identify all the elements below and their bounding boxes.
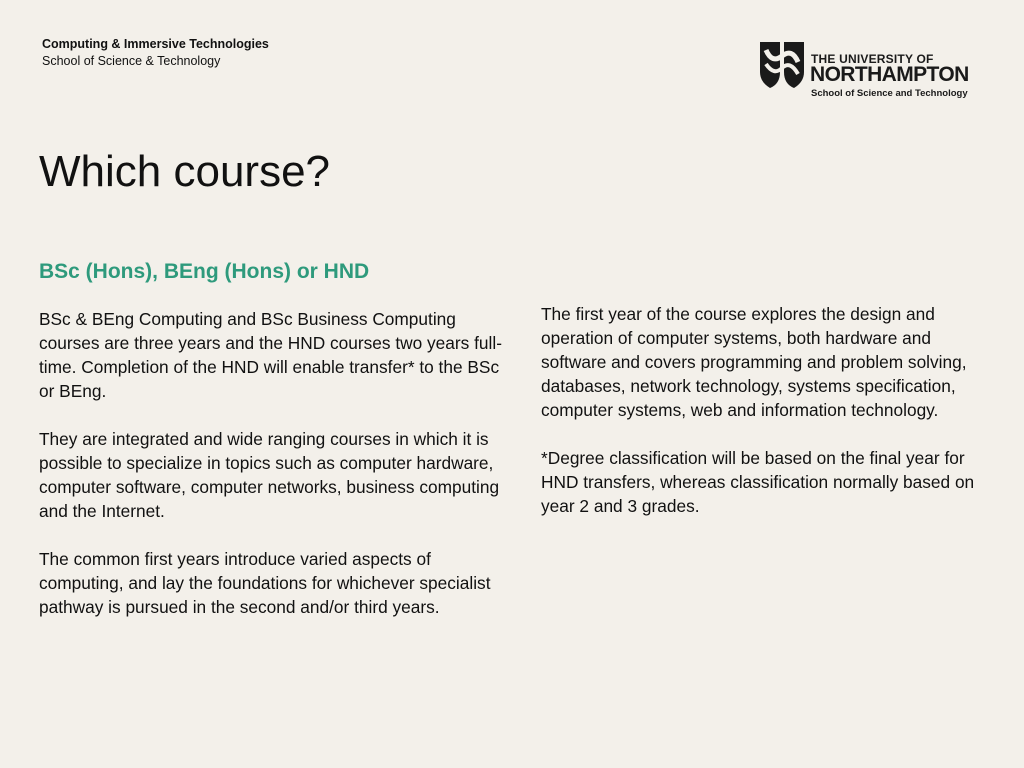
university-emblem-icon xyxy=(758,38,806,90)
right-column xyxy=(541,302,1001,542)
university-logo xyxy=(758,38,988,102)
logo-text-line2: NORTHAMPTON xyxy=(810,63,969,86)
paragraph-course-duration: BSc & BEng Computing and BSc Business Computing courses are three years and the HND courses two years full-time. Completion of the HND will enable transfer* to the BSc or BEng. xyxy=(39,309,502,401)
school-name: School of Science & Technology xyxy=(42,54,221,68)
paragraph-course-topics: They are integrated and wide ranging courses in which it is possible to specialize in topics such as computer hardware, computer software, computer networks, business computing and the Internet. xyxy=(39,429,500,521)
logo-text-line3: School of Science and Technology xyxy=(811,88,968,99)
paragraph-first-years: The common first years introduce varied aspects of computing, and lay the foundations for whichever specialist pathway is pursued in the second and/or third years. xyxy=(39,549,491,617)
department-header xyxy=(42,36,269,70)
page-title: Which course? xyxy=(39,147,331,196)
paragraph-first-year-content: The first year of the course explores the design and operation of computer systems, both hardware and software and covers programming and problem solving, databases, network technology, systems specification, computer systems, web and information technology. xyxy=(541,304,967,420)
department-title: Computing & Immersive Technologies xyxy=(42,37,269,51)
paragraph-degree-classification: *Degree classification will be based on the final year for HND transfers, whereas classification normally based on year 2 and 3 grades. xyxy=(541,448,975,516)
logo-text-line1: THE UNIVERSITY OF xyxy=(811,52,934,66)
left-column xyxy=(39,307,504,643)
course-subtitle: BSc (Hons), BEng (Hons) or HND xyxy=(39,260,370,283)
